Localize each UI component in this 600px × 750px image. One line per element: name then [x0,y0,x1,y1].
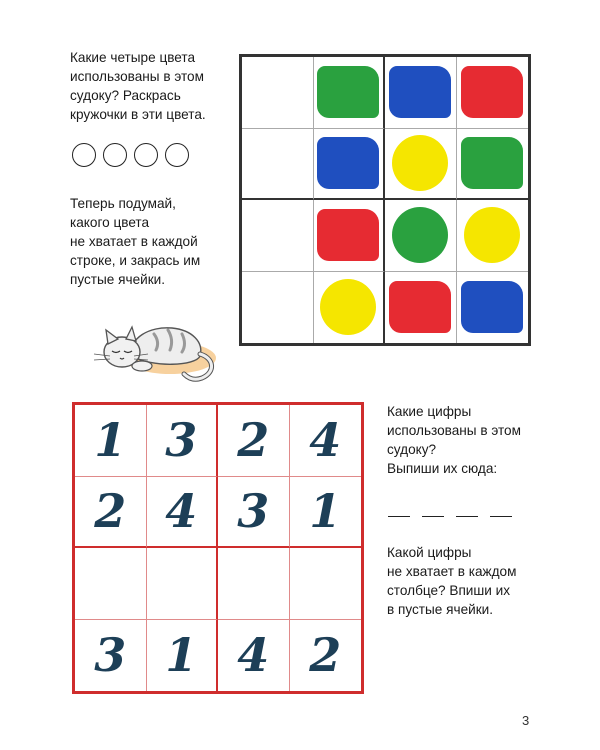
color-instruction-line: пустые ячейки. [70,272,166,287]
color-question-line: судоку? Раскрась [70,88,181,103]
color-sudoku-cell[interactable] [314,129,386,201]
color-blob [389,66,451,118]
number-sudoku-cell: 2 [218,405,290,477]
color-question-line: Какие четыре цвета [70,50,196,65]
color-blob [461,66,523,118]
number-sudoku-empty-cell[interactable] [290,548,362,620]
number-instruction-line: не хватает в каждом [387,564,517,579]
number-sudoku-cell: 1 [290,477,362,549]
color-question-line: использованы в этом [70,69,204,84]
number-question-line: Какие цифры [387,404,472,419]
number-answer-blank[interactable] [490,516,512,517]
number-instruction-line: Какой цифры [387,545,472,560]
color-sudoku-cell[interactable] [385,272,457,344]
color-blob [317,137,379,189]
number-answer-blank[interactable] [456,516,478,517]
color-sudoku-cell[interactable] [385,57,457,129]
number-sudoku-empty-cell[interactable] [147,548,219,620]
color-sudoku-cell[interactable] [457,200,529,272]
color-sudoku-cell[interactable] [457,272,529,344]
color-sudoku-cell[interactable] [242,200,314,272]
number-answer-blanks [388,516,512,517]
number-sudoku-cell: 4 [147,477,219,549]
color-blob [317,209,379,261]
color-instruction-line: какого цвета [70,215,150,230]
color-blob [392,135,448,191]
color-answer-circle[interactable] [134,143,158,167]
color-sudoku-cell[interactable] [242,129,314,201]
number-question-line: использованы в этом [387,423,521,438]
number-sudoku-cell: 3 [147,405,219,477]
color-blob [392,207,448,263]
color-answer-circle[interactable] [165,143,189,167]
color-question-line: кружочки в эти цвета. [70,107,206,122]
color-answer-circle[interactable] [103,143,127,167]
color-question [70,48,206,124]
color-sudoku-cell[interactable] [385,200,457,272]
number-question-line: Выпиши их сюда: [387,461,498,476]
color-blob [464,207,520,263]
number-sudoku-cell: 1 [75,405,147,477]
color-sudoku-cell[interactable] [242,57,314,129]
number-sudoku-grid [72,402,364,694]
color-blob [389,281,451,333]
color-instruction-line: не хватает в каждой [70,234,198,249]
color-sudoku-cell[interactable] [457,57,529,129]
number-answer-blank[interactable] [388,516,410,517]
color-blob [320,279,376,335]
color-sudoku-cell[interactable] [314,272,386,344]
number-sudoku-cell: 4 [290,405,362,477]
number-sudoku-cell: 2 [75,477,147,549]
color-blob [317,66,379,118]
number-sudoku-cell: 1 [147,620,219,692]
number-answer-blank[interactable] [422,516,444,517]
cat-icon [92,306,220,386]
number-sudoku-cell: 4 [218,620,290,692]
color-sudoku-cell[interactable] [385,129,457,201]
number-sudoku-cell: 2 [309,628,342,683]
color-sudoku-grid [239,54,531,346]
number-sudoku-empty-cell[interactable] [218,548,290,620]
color-sudoku-cell[interactable] [314,57,386,129]
color-sudoku-cell[interactable] [242,272,314,344]
color-instruction-line: строке, и закрась им [70,253,201,268]
page-number: 3 [522,713,530,728]
color-sudoku-cell[interactable] [457,129,529,201]
number-instruction-line: столбце? Впиши их [387,583,511,598]
color-blob [461,281,523,333]
color-blob [461,137,523,189]
number-question [387,402,521,478]
color-instruction-line: Теперь подумай, [70,196,176,211]
color-instruction [70,194,200,289]
number-sudoku-cell: 3 [75,620,147,692]
number-sudoku-cell: 3 [218,477,290,549]
color-answer-circles [72,143,189,167]
number-instruction [387,543,516,619]
color-sudoku-cell[interactable] [314,200,386,272]
number-instruction-line: в пустые ячейки. [387,602,494,617]
number-question-line: судоку? [387,442,437,457]
color-answer-circle[interactable] [72,143,96,167]
number-sudoku-empty-cell[interactable] [75,548,147,620]
